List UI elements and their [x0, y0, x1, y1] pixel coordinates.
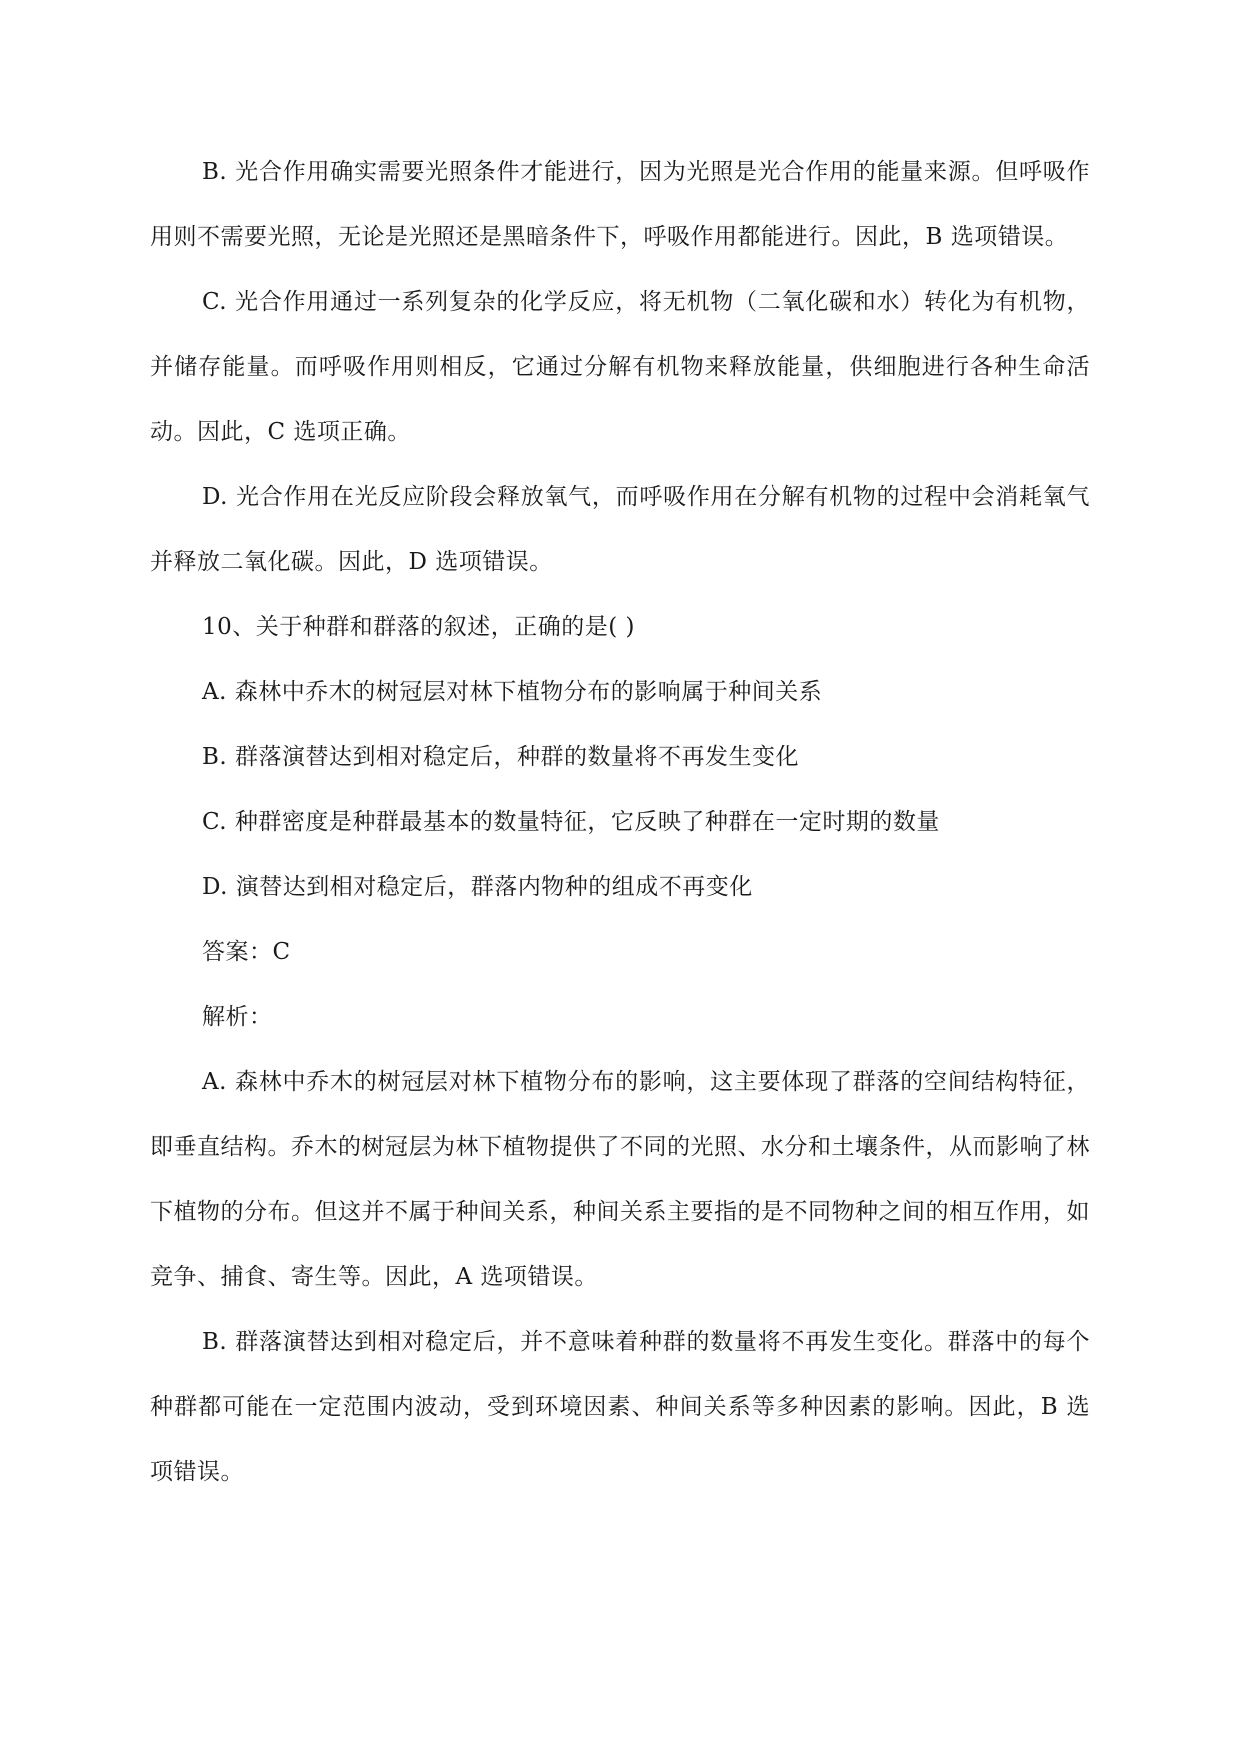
explanation-option-d: D. 光合作用在光反应阶段会释放氧气，而呼吸作用在分解有机物的过程中会消耗氧气并释放二氧化碳。因此，D 选项错误。 — [150, 484, 1090, 575]
question-10-option-c: C. 种群密度是种群最基本的数量特征，它反映了种群在一定时期的数量 — [202, 809, 940, 835]
question-10-stem: 10、关于种群和群落的叙述，正确的是( ) — [202, 614, 636, 640]
question-10-option-b: B. 群落演替达到相对稳定后，种群的数量将不再发生变化 — [202, 744, 800, 770]
document-page — [150, 140, 1090, 1505]
analysis-option-a: A. 森林中乔木的树冠层对林下植物分布的影响，这主要体现了群落的空间结构特征，即垂直结构。乔木的树冠层为林下植物提供了不同的光照、水分和土壤条件，从而影响了林下植物的分布。但这并不属于种间关系，种间关系主要指的是不同物种之间的相互作用，如竞争、捕食、寄生等。因此，A 选项错误。 — [150, 1069, 1090, 1290]
explanation-option-b: B. 光合作用确实需要光照条件才能进行，因为光照是光合作用的能量来源。但呼吸作用则不需要光照，无论是光照还是黑暗条件下，呼吸作用都能进行。因此，B 选项错误。 — [150, 159, 1090, 250]
answer-line: 答案：C — [202, 939, 291, 965]
explanation-option-c: C. 光合作用通过一系列复杂的化学反应，将无机物（二氧化碳和水）转化为有机物，并储存能量。而呼吸作用则相反，它通过分解有机物来释放能量，供细胞进行各种生命活动。因此，C 选项正确。 — [150, 289, 1090, 445]
analysis-heading: 解析： — [202, 1004, 273, 1030]
question-10-option-d: D. 演替达到相对稳定后，群落内物种的组成不再变化 — [202, 874, 753, 900]
question-10-option-a: A. 森林中乔木的树冠层对林下植物分布的影响属于种间关系 — [202, 679, 823, 705]
analysis-option-b: B. 群落演替达到相对稳定后，并不意味着种群的数量将不再发生变化。群落中的每个种群都可能在一定范围内波动，受到环境因素、种间关系等多种因素的影响。因此，B 选项错误。 — [150, 1329, 1090, 1485]
